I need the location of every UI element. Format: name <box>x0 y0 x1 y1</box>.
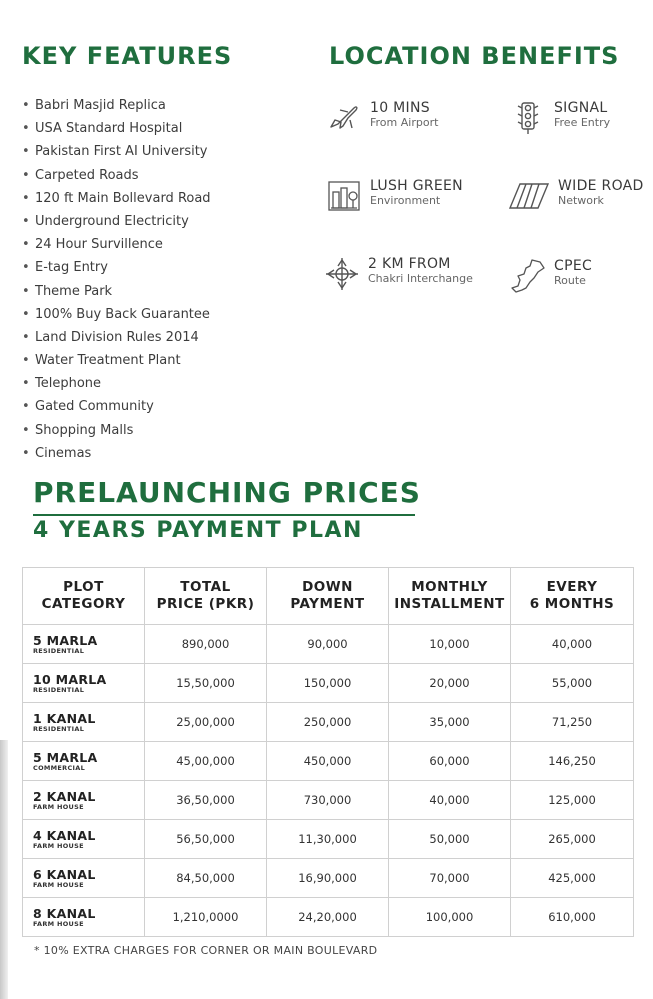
key-features-list <box>22 94 211 465</box>
six-month-cell: 610,000 <box>511 898 634 937</box>
monthly-installment-cell: 100,000 <box>389 898 511 937</box>
total-price-cell: 890,000 <box>145 625 267 664</box>
table-row <box>23 781 634 820</box>
plot-type: FARM HOUSE <box>33 919 84 928</box>
bullet: • <box>22 399 30 415</box>
feature-item <box>22 94 211 117</box>
location-benefits-title: LOCATION BENEFITS <box>329 42 620 70</box>
feature-item <box>22 210 211 233</box>
prelaunching-prices-title: PRELAUNCHING PRICES <box>33 476 421 509</box>
total-price-cell: 84,50,000 <box>145 859 267 898</box>
six-month-cell: 40,000 <box>511 625 634 664</box>
feature-text: Pakistan First AI University <box>35 144 208 160</box>
plot-size: 4 KANAL <box>33 827 96 843</box>
plot-size: 1 KANAL <box>33 710 96 726</box>
table-row <box>23 859 634 898</box>
bullet: • <box>22 422 30 438</box>
benefit-title: 2 KM FROM <box>368 256 451 272</box>
bullet: • <box>22 167 30 183</box>
feature-text: Babri Masjid Replica <box>35 98 166 113</box>
bullet: • <box>22 445 30 461</box>
feature-text: 24 Hour Survillence <box>35 237 163 253</box>
down-payment-cell: 250,000 <box>267 703 389 742</box>
feature-text: Gated Community <box>35 399 154 415</box>
feature-text: 120 ft Main Bollevard Road <box>35 190 211 206</box>
title-underline <box>33 514 415 516</box>
feature-item <box>22 442 211 465</box>
benefit-title: WIDE ROAD <box>558 178 644 194</box>
benefit-green <box>326 178 463 214</box>
feature-item <box>22 280 211 303</box>
table-row <box>23 664 634 703</box>
monthly-installment-cell: 40,000 <box>389 781 511 820</box>
plot-type: FARM HOUSE <box>33 802 84 811</box>
bullet: • <box>22 283 30 299</box>
six-month-cell: 125,000 <box>511 781 634 820</box>
feature-text: Theme Park <box>35 283 113 299</box>
bullet: • <box>22 260 30 276</box>
plot-category-cell <box>23 742 145 781</box>
plot-size: 6 KANAL <box>33 866 96 882</box>
table-row <box>23 898 634 937</box>
feature-text: 100% Buy Back Guarantee <box>35 306 210 322</box>
benefit-subtitle: Network <box>558 194 604 207</box>
bullet: • <box>22 353 30 369</box>
bullet: • <box>22 237 30 253</box>
bullet: • <box>22 144 30 160</box>
feature-item <box>22 117 211 140</box>
monthly-installment-cell: 10,000 <box>389 625 511 664</box>
six-month-cell: 71,250 <box>511 703 634 742</box>
feature-text: USA Standard Hospital <box>35 121 183 137</box>
benefit-title: 10 MINS <box>370 100 430 116</box>
plot-size: 10 MARLA <box>33 671 107 687</box>
down-payment-cell: 90,000 <box>267 625 389 664</box>
header-down-payment: DOWN PAYMENT <box>267 568 389 625</box>
feature-item <box>22 256 211 279</box>
benefit-cpec <box>510 258 592 294</box>
header-monthly-installment: MONTHLY INSTALLMENT <box>389 568 511 625</box>
feature-item <box>22 187 211 210</box>
interchange-icon <box>324 256 360 292</box>
table-row <box>23 625 634 664</box>
total-price-cell: 1,210,0000 <box>145 898 267 937</box>
key-features-title: KEY FEATURES <box>22 42 233 70</box>
plot-type: FARM HOUSE <box>33 880 84 889</box>
benefit-interchange <box>324 256 473 292</box>
plot-category-cell <box>23 781 145 820</box>
benefit-subtitle: Route <box>554 274 586 287</box>
benefit-airport <box>326 100 438 136</box>
benefit-subtitle: Chakri Interchange <box>368 272 473 285</box>
six-month-cell: 425,000 <box>511 859 634 898</box>
plot-category-cell <box>23 859 145 898</box>
six-month-cell: 265,000 <box>511 820 634 859</box>
feature-text: Water Treatment Plant <box>35 353 181 369</box>
plot-size: 5 MARLA <box>33 632 98 648</box>
six-month-cell: 55,000 <box>511 664 634 703</box>
feature-text: E-tag Entry <box>35 260 108 276</box>
down-payment-cell: 450,000 <box>267 742 389 781</box>
total-price-cell: 56,50,000 <box>145 820 267 859</box>
plot-type: COMMERCIAL <box>33 763 86 772</box>
feature-item <box>22 303 211 326</box>
benefit-wide-road <box>508 178 644 214</box>
monthly-installment-cell: 20,000 <box>389 664 511 703</box>
feature-item <box>22 395 211 418</box>
benefit-subtitle: Environment <box>370 194 441 207</box>
six-month-cell: 146,250 <box>511 742 634 781</box>
traffic-light-icon <box>510 100 546 136</box>
feature-text: Underground Electricity <box>35 213 189 229</box>
feature-item <box>22 326 211 349</box>
bullet: • <box>22 329 30 345</box>
down-payment-cell: 11,30,000 <box>267 820 389 859</box>
feature-text: Telephone <box>35 376 102 392</box>
plot-size: 8 KANAL <box>33 905 96 921</box>
feature-text: Carpeted Roads <box>35 167 139 183</box>
down-payment-cell: 16,90,000 <box>267 859 389 898</box>
bullet: • <box>22 98 30 113</box>
plot-category-cell <box>23 664 145 703</box>
road-icon <box>508 178 550 214</box>
plot-type: RESIDENTIAL <box>33 724 85 733</box>
plot-type: FARM HOUSE <box>33 841 84 850</box>
benefit-subtitle: Free Entry <box>554 116 611 129</box>
plot-category-cell <box>23 703 145 742</box>
header-every-6-months: EVERY 6 MONTHS <box>511 568 634 625</box>
bullet: • <box>22 121 30 137</box>
plot-size: 5 MARLA <box>33 749 98 765</box>
benefit-title: CPEC <box>554 258 593 274</box>
monthly-installment-cell: 35,000 <box>389 703 511 742</box>
left-edge-shadow <box>0 740 8 999</box>
benefit-signal <box>510 100 610 136</box>
feature-item <box>22 349 211 372</box>
down-payment-cell: 730,000 <box>267 781 389 820</box>
header-total-price: TOTAL PRICE (PKR) <box>145 568 267 625</box>
table-row <box>23 820 634 859</box>
feature-item <box>22 419 211 442</box>
feature-item <box>22 233 211 256</box>
pakistan-map-icon <box>510 258 546 294</box>
payment-plan-subtitle: 4 YEARS PAYMENT PLAN <box>33 518 363 543</box>
bullet: • <box>22 190 30 206</box>
bullet: • <box>22 376 30 392</box>
plot-category-cell <box>23 625 145 664</box>
monthly-installment-cell: 50,000 <box>389 820 511 859</box>
footnote: * 10% EXTRA CHARGES FOR CORNER OR MAIN BOULEVARD <box>34 944 378 957</box>
monthly-installment-cell: 70,000 <box>389 859 511 898</box>
benefit-title: SIGNAL <box>554 100 608 116</box>
feature-text: Shopping Malls <box>35 422 134 438</box>
airplane-icon <box>326 100 362 136</box>
total-price-cell: 25,00,000 <box>145 703 267 742</box>
table-row <box>23 703 634 742</box>
benefit-subtitle: From Airport <box>370 116 439 129</box>
feature-text: Land Division Rules 2014 <box>35 329 199 345</box>
tree-city-icon <box>326 178 362 214</box>
plot-category-cell <box>23 898 145 937</box>
total-price-cell: 15,50,000 <box>145 664 267 703</box>
benefit-title: LUSH GREEN <box>370 178 463 194</box>
table-header-row <box>23 568 634 625</box>
header-plot-category: PLOT CATEGORY <box>23 568 145 625</box>
feature-item <box>22 164 211 187</box>
monthly-installment-cell: 60,000 <box>389 742 511 781</box>
plot-type: RESIDENTIAL <box>33 685 85 694</box>
down-payment-cell: 150,000 <box>267 664 389 703</box>
plot-type: RESIDENTIAL <box>33 646 85 655</box>
feature-item <box>22 140 211 163</box>
plot-size: 2 KANAL <box>33 788 96 804</box>
total-price-cell: 45,00,000 <box>145 742 267 781</box>
total-price-cell: 36,50,000 <box>145 781 267 820</box>
feature-item <box>22 372 211 395</box>
bullet: • <box>22 306 30 322</box>
plot-category-cell <box>23 820 145 859</box>
price-table <box>22 567 634 937</box>
down-payment-cell: 24,20,000 <box>267 898 389 937</box>
feature-text: Cinemas <box>35 445 92 461</box>
bullet: • <box>22 213 30 229</box>
table-row <box>23 742 634 781</box>
